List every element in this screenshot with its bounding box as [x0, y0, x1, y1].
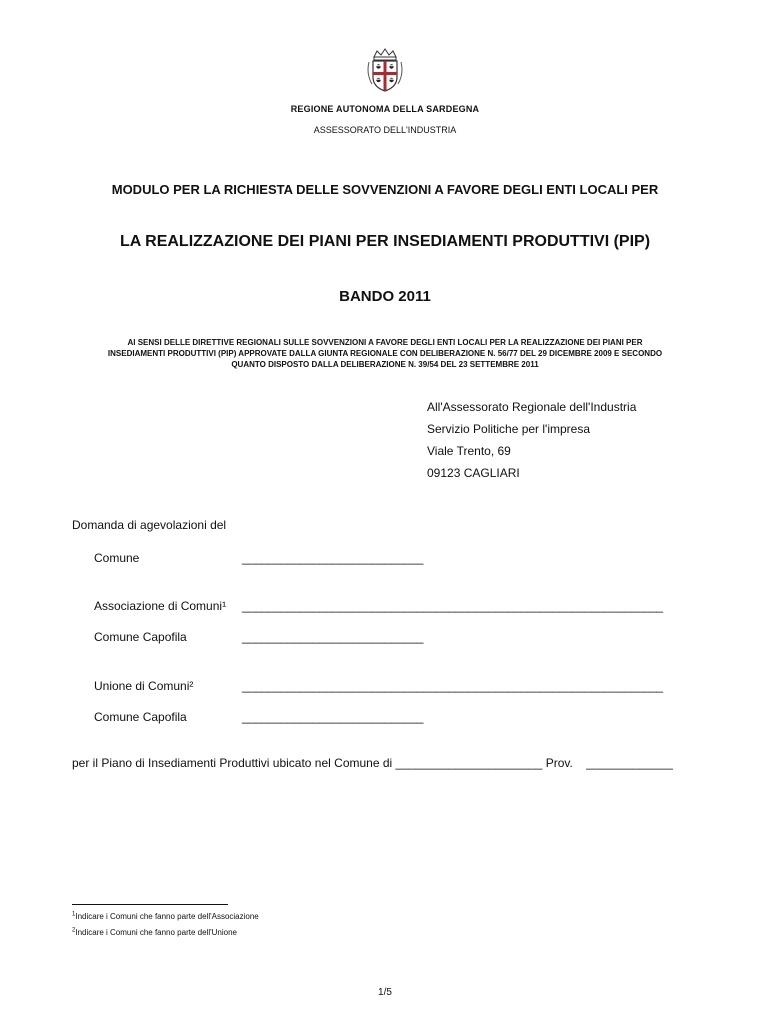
form-title-line1: MODULO PER LA RICHIESTA DELLE SOVVENZIONI A FAVORE DEGLI ENTI LOCALI PER — [111, 182, 659, 197]
form-title-line3: BANDO 2011 — [339, 288, 431, 305]
footnote-1-text: Indicare i Comuni che fanno parte dell'Associazione — [75, 912, 259, 921]
footnote-2 — [72, 928, 237, 937]
piano-text: per il Piano di Insediamenti Produttivi ubicato nel Comune di — [72, 756, 393, 770]
comune-capofila-field-2[interactable]: ____________________________ — [242, 710, 424, 724]
page-number: 1/5 — [378, 987, 392, 998]
footnote-2-text: Indicare i Comuni che fanno parte dell'Unione — [75, 928, 237, 937]
recipient-line2: Servizio Politiche per l'impresa — [427, 422, 591, 436]
comune-capofila-field[interactable]: ____________________________ — [242, 630, 424, 644]
legal-basis — [60, 337, 710, 370]
comune-capofila-label: Comune Capofila — [94, 630, 187, 644]
form-title-line2: LA REALIZZAZIONE DEI PIANI PER INSEDIAMENTI PRODUTTIVI (PIP) — [119, 233, 651, 250]
legal-basis-line2: INSEDIAMENTI PRODUTTIVI (PIP) APPROVATE DALLA GIUNTA REGIONALE CON DELIBERAZIONE N. 56/77 DEL 29 DICEMBRE 2009 E SECONDO — [107, 349, 663, 358]
unione-label: Unione di Comuni² — [94, 679, 194, 693]
footnote-1 — [72, 912, 259, 921]
footnote-1-mark: 1 — [72, 911, 76, 918]
comune-label: Comune — [94, 551, 140, 565]
legal-basis-line1: AI SENSI DELLE DIRETTIVE REGIONALI SULLE SOVVENZIONI A FAVORE DEGLI ENTI LOCALI PER LA REALIZZAZIONE DEI PIANI PER — [127, 338, 643, 347]
prov-field[interactable]: _____________ — [586, 756, 673, 770]
recipient-line3: Viale Trento, 69 — [427, 444, 511, 458]
piano-line — [72, 756, 673, 770]
piano-comune-field[interactable]: ______________________ — [395, 756, 543, 770]
footnote-divider — [72, 904, 228, 905]
comune-capofila-label-2: Comune Capofila — [94, 710, 187, 724]
form-intro: Domanda di agevolazioni del — [72, 518, 227, 532]
recipient-line1: All'Assessorato Regionale dell'Industria — [427, 400, 637, 414]
department-name: ASSESSORATO DELL'INDUSTRIA — [313, 125, 457, 135]
prov-label: Prov. — [545, 756, 573, 770]
associazione-field[interactable]: _________________________________________________________________ — [242, 599, 663, 613]
unione-field[interactable]: _________________________________________________________________ — [242, 679, 663, 693]
comune-field[interactable]: ____________________________ — [242, 551, 424, 565]
sardinia-crest-icon — [366, 48, 404, 92]
recipient-line4: 09123 CAGLIARI — [427, 466, 520, 480]
legal-basis-line3: QUANTO DISPOSTO DALLA DELIBERAZIONE N. 39/54 DEL 23 SETTEMBRE 2011 — [231, 360, 539, 369]
footnote-2-mark: 2 — [72, 927, 76, 934]
associazione-label: Associazione di Comuni¹ — [94, 599, 227, 613]
organization-name: REGIONE AUTONOMA DELLA SARDEGNA — [290, 104, 480, 114]
